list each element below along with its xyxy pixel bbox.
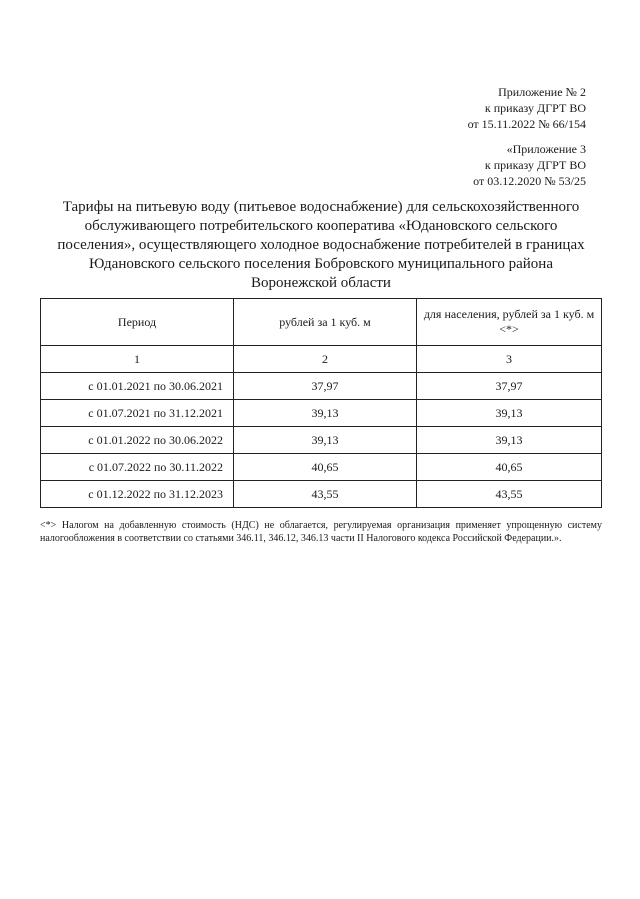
row-period: с 01.01.2021 по 30.06.2021: [41, 373, 234, 400]
appendix-previous-line-1: «Приложение 3: [506, 142, 586, 156]
column-number-2: 2: [234, 346, 417, 373]
appendix-previous-header: [473, 141, 586, 189]
appendix-previous-line-2: к приказу ДГРТ ВО: [484, 158, 586, 172]
appendix-current-line-3: от 15.11.2022 № 66/154: [467, 117, 586, 131]
row-period: с 01.12.2022 по 31.12.2023: [41, 481, 234, 508]
appendix-current-line-2: к приказу ДГРТ ВО: [484, 101, 586, 115]
row-population-rate: 39,13: [417, 400, 602, 427]
header-period: Период: [41, 299, 234, 346]
title-line-1: Тарифы на питьевую воду (питьевое водоснабжение) для сельскохозяйственного: [62, 199, 580, 215]
table-row: [41, 373, 602, 400]
row-rate: 37,97: [234, 373, 417, 400]
title-line-5: Воронежской области: [251, 275, 391, 291]
appendix-previous-line-3: от 03.12.2020 № 53/25: [473, 174, 586, 188]
title-line-2: обслуживающего потребительского кооператива «Юдановского сельского: [84, 218, 558, 234]
row-period: с 01.07.2021 по 31.12.2021: [41, 400, 234, 427]
footnote: <*> Налогом на добавленную стоимость (НДС) не облагается, регулируемая организация применяет упрощенную систему налогообложения в соответствии со статьями 346.11, 346.12, 346.13 части II Налогового кодекса Российской Федерации.».: [40, 520, 602, 544]
title-line-3: поселения», осуществляющего холодное водоснабжение потребителей в границах: [57, 237, 585, 253]
document-title: [38, 198, 604, 293]
appendix-current-header: [468, 84, 586, 132]
row-population-rate: 40,65: [417, 454, 602, 481]
table-header-row: [41, 299, 602, 346]
table-row: [41, 400, 602, 427]
row-rate: 43,55: [234, 481, 417, 508]
column-number-3: 3: [417, 346, 602, 373]
header-population-rate: для населения, рублей за 1 куб. м <*>: [417, 299, 602, 346]
table-row: [41, 481, 602, 508]
column-number-1: 1: [41, 346, 234, 373]
column-number-row: [41, 346, 602, 373]
row-rate: 39,13: [234, 400, 417, 427]
header-rate: рублей за 1 куб. м: [234, 299, 417, 346]
row-rate: 39,13: [234, 427, 417, 454]
row-population-rate: 39,13: [417, 427, 602, 454]
table-row: [41, 454, 602, 481]
row-population-rate: 37,97: [417, 373, 602, 400]
tariff-table: [40, 298, 602, 508]
title-line-4: Юдановского сельского поселения Бобровского муниципального района: [89, 256, 553, 272]
appendix-current-line-1: Приложение № 2: [498, 85, 586, 99]
row-period: с 01.07.2022 по 30.11.2022: [41, 454, 234, 481]
table-row: [41, 427, 602, 454]
row-period: с 01.01.2022 по 30.06.2022: [41, 427, 234, 454]
row-population-rate: 43,55: [417, 481, 602, 508]
row-rate: 40,65: [234, 454, 417, 481]
